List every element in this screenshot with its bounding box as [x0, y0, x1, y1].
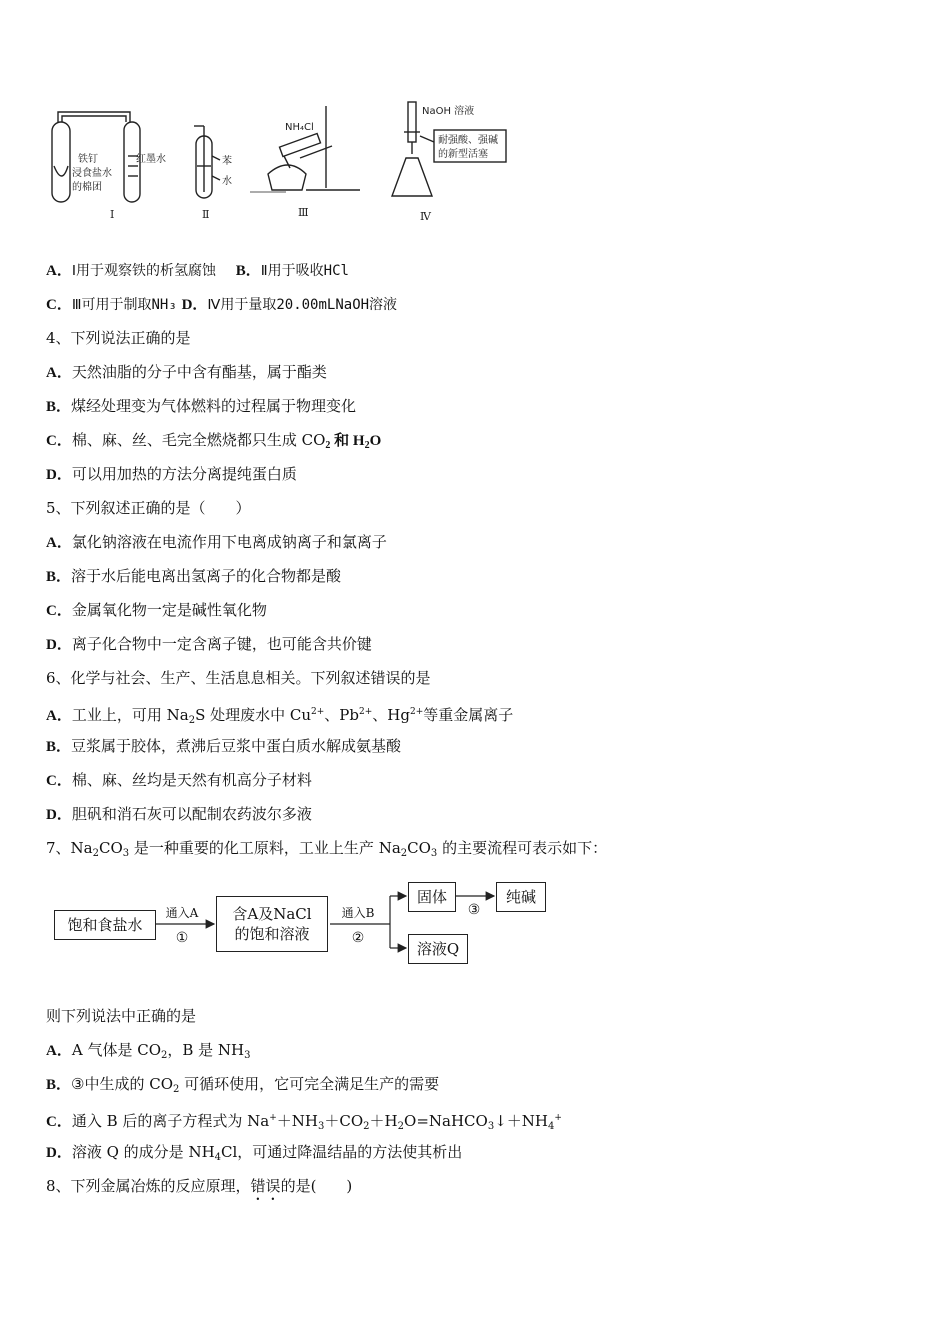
option-text: 氯化钠溶液在电流作用下电离成钠离子和氯离子: [71, 533, 387, 551]
option-letter: A．: [46, 535, 72, 551]
option-letter: C．: [46, 297, 72, 313]
option-text: 工业上，可用 Na: [71, 706, 189, 724]
option-text: ③中生成的 CO: [71, 1075, 174, 1093]
q6-stem: 6、化学与社会、生产、生活息息相关。下列叙述错误的是: [46, 669, 431, 687]
option-text: O=NaHCO: [404, 1112, 488, 1130]
figure-4-label-stopcock: 的新型活塞: [438, 149, 488, 160]
option-text: S 处理废水中 Cu: [195, 706, 312, 724]
option-text: ，B 是 NH: [167, 1041, 245, 1059]
arrow-3-step: ③: [467, 902, 481, 918]
q5-stem: 5、下列叙述正确的是（ ）: [46, 499, 251, 517]
option-text: 和 H: [330, 433, 365, 449]
figure-1-label-cotton: 的棉团: [72, 182, 102, 193]
option-text: 离子化合物中一定含离子键，也可能含共价键: [71, 635, 372, 653]
subscript: 2: [325, 440, 331, 451]
arrow-1-label: 通入A: [165, 906, 199, 920]
q8-stem: [46, 1176, 352, 1204]
box-soda-ash: 纯碱: [496, 882, 546, 912]
subscript: 2: [397, 1121, 405, 1132]
option-text: 溶液 Q 的成分是 NH: [71, 1143, 215, 1161]
option-text: A 气体是 CO: [71, 1041, 161, 1059]
option-letter: B．: [46, 569, 72, 585]
option-text: ＋NH: [276, 1112, 319, 1130]
arrow-2-label: 通入B: [341, 906, 375, 920]
arrow-1-step: ①: [175, 930, 189, 946]
option-letter: A．: [46, 1043, 72, 1059]
option-text: Cl，可通过降温结晶的方法使其析出: [221, 1143, 463, 1161]
option-text: 煤经处理变为气体燃料的过程属于物理变化: [71, 397, 357, 415]
stem-text: 是一种重要的化工原料，工业上生产 Na: [129, 839, 401, 857]
box-saturated-brine: 饱和食盐水: [54, 910, 156, 940]
option-text: 可循环使用，它可完全满足生产的需要: [179, 1075, 440, 1093]
option-text: 天然油脂的分子中含有酯基，属于酯类: [71, 363, 327, 381]
subscript: 2: [400, 848, 408, 859]
subscript: 2: [92, 848, 99, 859]
option-text: ＋H: [369, 1112, 398, 1130]
option-letter: D．: [46, 637, 72, 653]
superscript: 2+: [359, 707, 373, 717]
option-letter: B．: [46, 739, 72, 755]
option-letter: D．: [46, 1145, 72, 1161]
q7-stem: [46, 838, 607, 864]
option-text: 通入 B 后的离子方程式为 Na: [71, 1112, 270, 1130]
subscript: 2: [188, 715, 196, 726]
option-text: 棉、麻、丝、毛完全燃烧都只生成 CO: [71, 431, 326, 449]
subscript: 2: [173, 1084, 180, 1095]
figure-2-label-water: 水: [222, 176, 232, 187]
option-text: ＋CO: [324, 1112, 364, 1130]
box-line: 的饱和溶液: [234, 925, 310, 943]
box-saturated-solution: [216, 896, 328, 952]
figure-2-number: Ⅱ: [202, 208, 210, 221]
subscript: 3: [122, 848, 130, 859]
subscript: 2: [363, 1121, 370, 1132]
option-text: 金属氧化物一定是碱性氧化物: [71, 601, 267, 619]
subscript: 2: [364, 440, 370, 451]
arrow-2-step: ②: [351, 930, 365, 946]
q3-option-d: Ⅳ用于量取20.00mLNaOH溶液: [207, 297, 398, 313]
figure-2-apparatus: [194, 126, 220, 198]
option-text: 棉、麻、丝均是天然有机高分子材料: [71, 771, 312, 789]
stem-text: 8、下列金属冶炼的反应原理，: [46, 1177, 251, 1195]
stem-text: CO: [99, 839, 123, 857]
q3-option-b: Ⅱ用于吸收HCl: [260, 263, 349, 279]
figure-1-label-nail: 铁钉: [78, 154, 98, 165]
q4-option-b: [46, 396, 356, 417]
q6-option-c: [46, 770, 312, 791]
option-text: 等重金属离子: [423, 706, 514, 724]
process-flow-diagram: [50, 876, 570, 976]
q6-option-d: [46, 804, 312, 825]
q4-stem: 4、下列说法正确的是: [46, 329, 191, 347]
subscript: 3: [244, 1050, 251, 1061]
option-text: 溶于水后能电离出氢离子的化合物都是酸: [71, 567, 342, 585]
q3-options-cd: [46, 294, 397, 315]
option-letter: C．: [46, 433, 72, 449]
option-text: 、Hg: [372, 706, 410, 724]
figure-3-apparatus: [250, 106, 360, 192]
apparatus-drawing: [40, 96, 520, 230]
figure-1-label-ink: 红墨水: [136, 154, 166, 165]
figure-3-number: Ⅲ: [298, 206, 309, 219]
option-letter: B．: [46, 399, 72, 415]
superscript: 2+: [311, 707, 325, 717]
stem-text: 的是( ): [280, 1177, 353, 1195]
stem-text: 的主要流程可表示如下：: [437, 839, 608, 857]
apparatus-figures: [40, 96, 520, 230]
box-solution-q: 溶液Q: [408, 934, 468, 964]
subscript: 3: [318, 1121, 325, 1132]
option-text: 可以用加热的方法分离提纯蛋白质: [71, 465, 297, 483]
q7-option-b: [46, 1074, 439, 1100]
subscript: 4: [547, 1121, 555, 1132]
figure-4-label-naoh: NaOH 溶液: [422, 106, 475, 117]
q6-option-b: [46, 736, 401, 757]
option-letter: A．: [46, 365, 72, 381]
option-text: ↓＋NH: [494, 1112, 548, 1130]
option-letter: A．: [46, 263, 72, 279]
q5-option-b: [46, 566, 341, 587]
figure-1-label-salt: 浸食盐水: [72, 168, 112, 179]
subscript: 4: [214, 1152, 222, 1163]
option-letter: D．: [181, 297, 208, 313]
stem-text: CO: [407, 839, 431, 857]
q4-option-c: [46, 430, 381, 456]
option-text: 豆浆属于胶体，煮沸后豆浆中蛋白质水解成氨基酸: [71, 737, 402, 755]
superscript: +: [554, 1113, 562, 1123]
option-letter: C．: [46, 773, 72, 789]
emphasized-word: 错误: [250, 1177, 281, 1195]
figure-4-number: Ⅳ: [420, 210, 431, 223]
figure-3-label-nh4cl: NH₄Cl: [285, 122, 314, 133]
q3-option-c: Ⅲ可用于制取NH₃: [71, 297, 177, 313]
figure-4-label-resistant: 耐强酸、强碱: [438, 135, 498, 146]
q3-option-a: Ⅰ用于观察铁的析氢腐蚀: [71, 263, 216, 279]
option-letter: B．: [46, 1077, 72, 1093]
option-letter: A．: [46, 708, 72, 724]
subscript: 2: [161, 1050, 168, 1061]
box-line: 含A及NaCl: [232, 905, 312, 923]
option-letter: D．: [46, 467, 72, 483]
figure-2-label-benzene: 苯: [222, 156, 232, 167]
option-letter: C．: [46, 1114, 72, 1130]
option-letter: B．: [235, 263, 261, 279]
q7-option-d: [46, 1142, 462, 1168]
q7-option-c: [46, 1108, 562, 1137]
q5-option-c: [46, 600, 267, 621]
option-text: 胆矾和消石灰可以配制农药波尔多液: [71, 805, 312, 823]
superscript: 2+: [409, 707, 424, 717]
q6-option-a: [46, 702, 513, 731]
q5-option-a: [46, 532, 387, 553]
q4-option-a: [46, 362, 327, 383]
option-text: 、Pb: [324, 706, 359, 724]
q5-option-d: [46, 634, 372, 655]
subscript: 3: [430, 848, 438, 859]
figure-1-number: Ⅰ: [110, 208, 115, 221]
stem-text: 7、Na: [46, 839, 93, 857]
q7-ask: 则下列说法中正确的是: [46, 1007, 197, 1025]
box-solid: 固体: [408, 882, 456, 912]
option-letter: C．: [46, 603, 72, 619]
q4-option-d: [46, 464, 297, 485]
option-text: O: [369, 433, 382, 449]
superscript: +: [269, 1113, 277, 1123]
q3-options-ab: [46, 260, 349, 281]
q7-option-a: [46, 1040, 251, 1066]
option-letter: D．: [46, 807, 72, 823]
subscript: 3: [487, 1121, 495, 1132]
